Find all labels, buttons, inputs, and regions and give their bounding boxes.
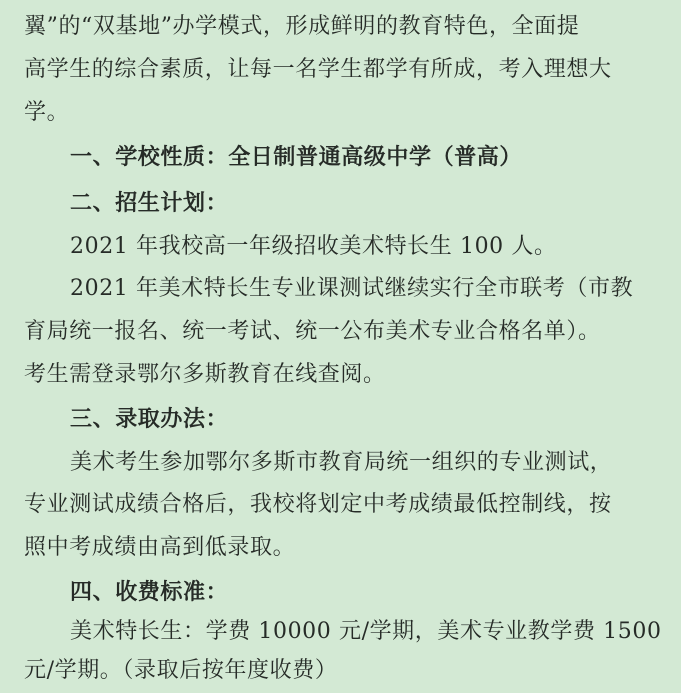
paragraph-line: 美术特长生：学费 10000 元/学期，美术专业教学费 1500 xyxy=(70,619,662,644)
paragraph-line: 育局统一报名、统一考试、统一公布美术专业合格名单）。 xyxy=(24,319,601,344)
paragraph-line: 翼”的“双基地”办学模式，形成鲜明的教育特色，全面提 xyxy=(24,14,580,39)
paragraph-line: 学。 xyxy=(24,100,70,125)
section-heading-enrollment-plan: 二、招生计划： xyxy=(70,190,229,216)
paragraph-line: 考生需登录鄂尔多斯教育在线查阅。 xyxy=(24,362,386,387)
paragraph-line: 高学生的综合素质，让每一名学生都学有所成，考入理想大 xyxy=(24,57,612,82)
section-school-nature: 一、学校性质：全日制普通高级中学（普高） xyxy=(70,144,523,170)
paragraph-line: 元/学期。（录取后按年度收费） xyxy=(24,658,338,683)
paragraph-line: 照中考成绩由高到低录取。 xyxy=(24,535,296,560)
paragraph-line: 美术考生参加鄂尔多斯市教育局统一组织的专业测试， xyxy=(70,450,613,475)
section-heading-admission-method: 三、录取办法： xyxy=(70,406,229,432)
paragraph-line: 2021 年美术特长生专业课测试继续实行全市联考（市教 xyxy=(70,276,634,301)
paragraph-line: 专业测试成绩合格后，我校将划定中考成绩最低控制线，按 xyxy=(24,492,612,517)
section-heading-fee-standard: 四、收费标准： xyxy=(70,579,229,605)
paragraph-line: 2021 年我校高一年级招收美术特长生 100 人。 xyxy=(70,234,557,259)
